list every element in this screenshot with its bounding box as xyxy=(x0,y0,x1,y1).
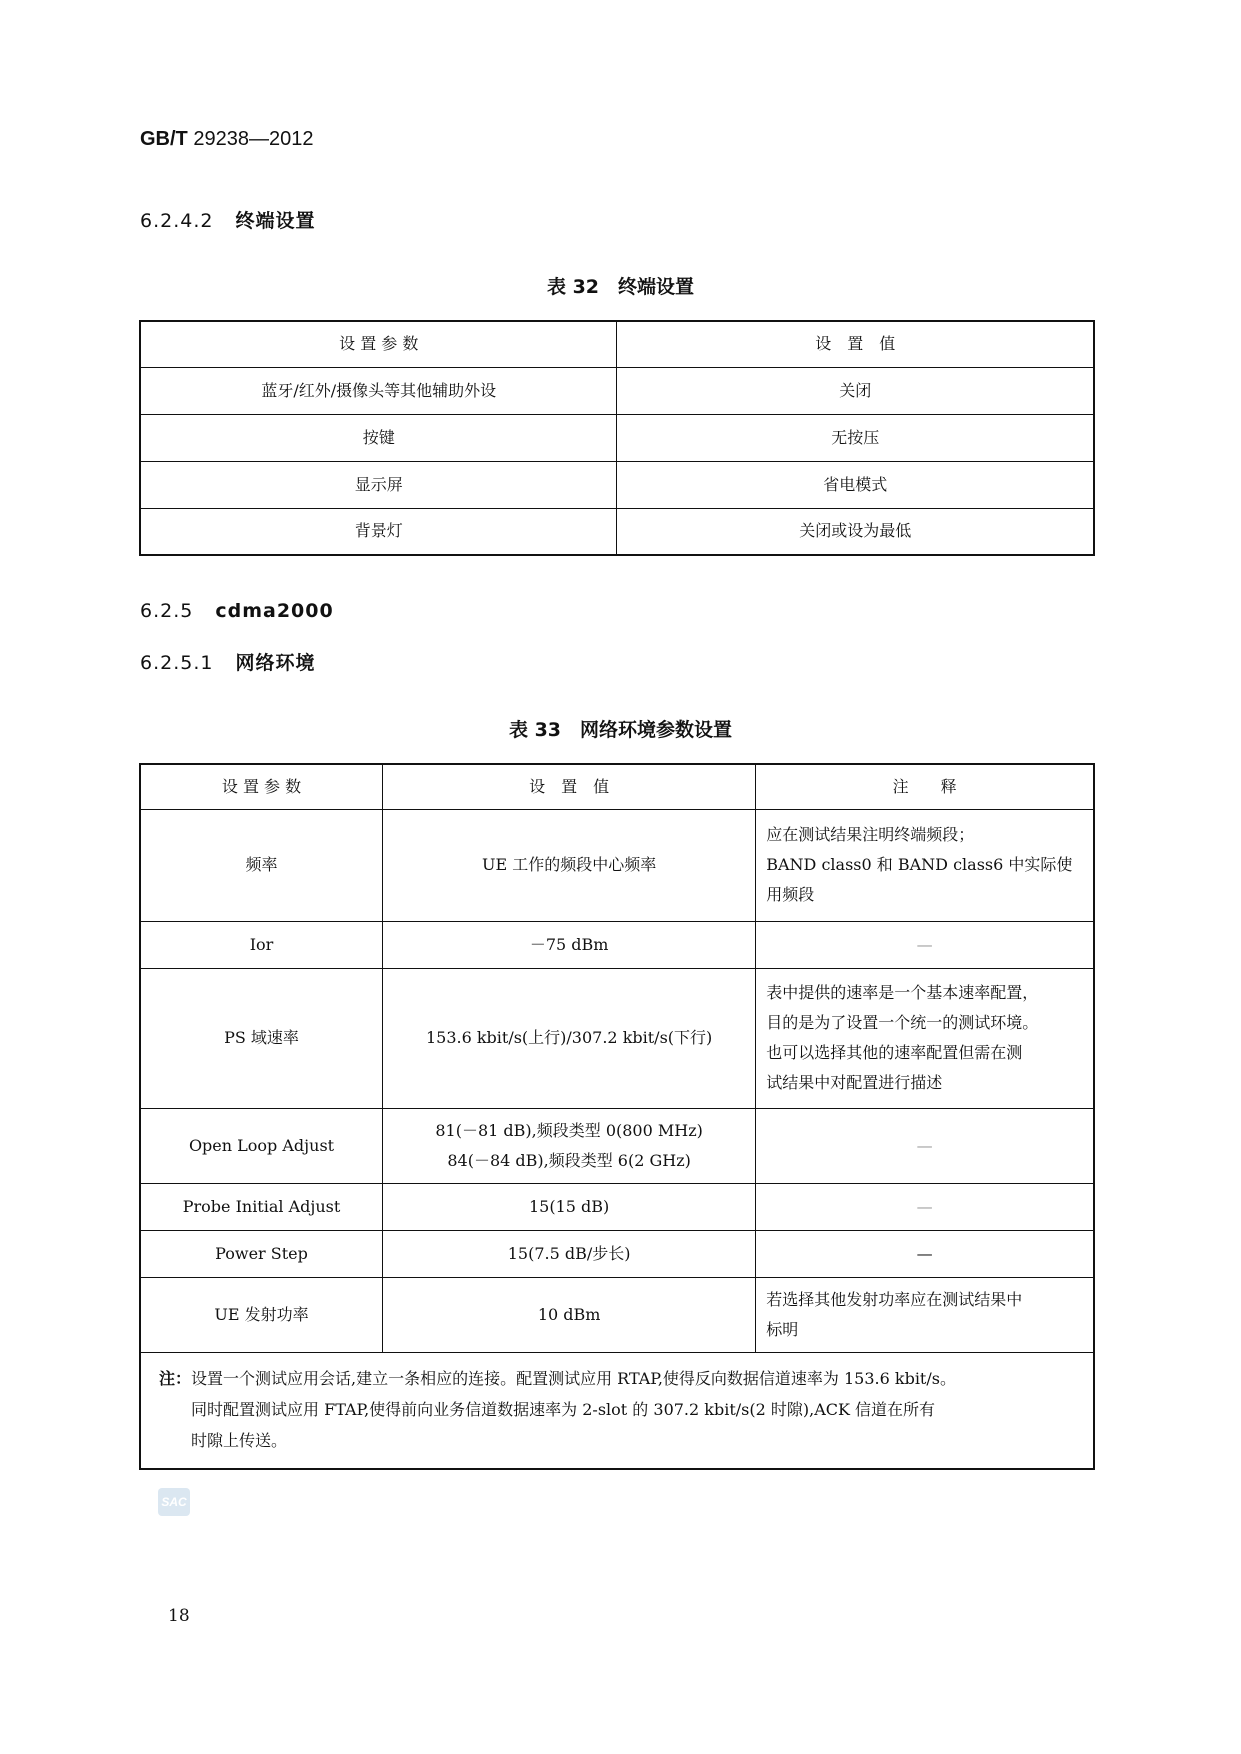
footnote-line: 时隙上传送。 xyxy=(191,1430,288,1450)
table-row xyxy=(140,809,1094,921)
note-line: 标明 xyxy=(766,1319,799,1339)
section-number: 6.2.5.1 xyxy=(140,652,214,674)
section-title: 网络环境 xyxy=(235,652,316,674)
note-cell xyxy=(756,968,1094,1108)
param-cell: PS 域速率 xyxy=(140,968,383,1108)
table-row xyxy=(140,968,1094,1108)
header-cell: 设 置 值 xyxy=(383,764,756,809)
table-row xyxy=(140,1277,1094,1352)
standard-number xyxy=(140,128,313,151)
header-cell: 注 释 xyxy=(756,764,1094,809)
value-line: 84(－84 dB),频段类型 6(2 GHz) xyxy=(447,1150,691,1170)
value-cell: 15(15 dB) xyxy=(383,1183,756,1230)
table-header-row xyxy=(140,321,1094,367)
header-cell: 设 置 参 数 xyxy=(140,764,383,809)
note-line: 试结果中对配置进行描述 xyxy=(766,1073,943,1092)
value-cell: 153.6 kbit/s(上行)/307.2 kbit/s(下行) xyxy=(383,968,756,1108)
note-line: BAND class0 和 BAND class6 中实际使 xyxy=(766,855,1073,874)
note-line: 应在测试结果注明终端频段； xyxy=(766,825,975,844)
value-cell: 10 dBm xyxy=(383,1277,756,1352)
param-cell: 按键 xyxy=(140,414,617,461)
section-heading-6-2-4-2 xyxy=(140,206,316,233)
standard-code: 29238—2012 xyxy=(193,128,314,150)
note-cell: — xyxy=(756,1230,1094,1277)
table-row xyxy=(140,508,1094,555)
table-footnote-row xyxy=(140,1352,1094,1469)
table-row xyxy=(140,1183,1094,1230)
note-line: 目的是为了设置一个统一的测试环境。 xyxy=(766,1013,1039,1032)
value-cell: 关闭 xyxy=(617,367,1094,414)
value-cell: 省电模式 xyxy=(617,461,1094,508)
table-footnote xyxy=(140,1352,1094,1469)
footnote-label: 注： xyxy=(159,1368,192,1388)
table-row xyxy=(140,414,1094,461)
table-row xyxy=(140,367,1094,414)
param-cell: 背景灯 xyxy=(140,508,617,555)
table-header-row xyxy=(140,764,1094,809)
note-cell: — xyxy=(756,1108,1094,1183)
page-number: 18 xyxy=(168,1606,190,1626)
value-cell: 关闭或设为最低 xyxy=(617,508,1094,555)
value-cell: UE 工作的频段中心频率 xyxy=(383,809,756,921)
header-cell: 设 置 参 数 xyxy=(140,321,617,367)
table-32 xyxy=(139,320,1095,556)
param-cell: Probe Initial Adjust xyxy=(140,1183,383,1230)
note-cell: — xyxy=(756,1183,1094,1230)
table-row xyxy=(140,921,1094,968)
note-cell: — xyxy=(756,921,1094,968)
note-line: 也可以选择其他的速率配置但需在测 xyxy=(766,1043,1023,1062)
table-32-caption: 表 32 终端设置 xyxy=(546,276,695,298)
param-cell: 显示屏 xyxy=(140,461,617,508)
footnote-line: 设置一个测试应用会话,建立一条相应的连接。配置测试应用 RTAP,使得反向数据信道速率为 153.6 kbit/s。 xyxy=(191,1368,956,1388)
note-line: 若选择其他发射功率应在测试结果中 xyxy=(766,1289,1023,1309)
param-cell: 蓝牙/红外/摄像头等其他辅助外设 xyxy=(140,367,617,414)
section-heading-6-2-5-1 xyxy=(140,648,316,675)
section-title: 终端设置 xyxy=(235,210,316,232)
section-number: 6.2.4.2 xyxy=(140,210,214,232)
footnote-line: 同时配置测试应用 FTAP,使得前向业务信道数据速率为 2-slot 的 307.2 kbit/s(2 时隙),ACK 信道在所有 xyxy=(191,1399,936,1419)
header-cell: 设 置 值 xyxy=(617,321,1094,367)
section-number: 6.2.5 xyxy=(140,600,194,622)
value-cell: 15(7.5 dB/步长) xyxy=(383,1230,756,1277)
table-row xyxy=(140,1108,1094,1183)
value-cell xyxy=(383,1108,756,1183)
table-row xyxy=(140,1230,1094,1277)
note-line: 用频段 xyxy=(766,885,815,904)
table-33 xyxy=(139,763,1095,1470)
value-cell: －75 dBm xyxy=(383,921,756,968)
section-heading-6-2-5 xyxy=(140,600,334,622)
standard-prefix: GB/T xyxy=(140,128,188,150)
note-cell xyxy=(756,1277,1094,1352)
param-cell: Ior xyxy=(140,921,383,968)
note-line: 表中提供的速率是一个基本速率配置， xyxy=(766,983,1039,1002)
param-cell: UE 发射功率 xyxy=(140,1277,383,1352)
param-cell: Open Loop Adjust xyxy=(140,1108,383,1183)
param-cell: Power Step xyxy=(140,1230,383,1277)
note-cell xyxy=(756,809,1094,921)
param-cell: 频率 xyxy=(140,809,383,921)
table-row xyxy=(140,461,1094,508)
table-33-caption: 表 33 网络环境参数设置 xyxy=(508,719,733,741)
sac-logo: SAC xyxy=(158,1488,190,1516)
value-line: 81(－81 dB),频段类型 0(800 MHz) xyxy=(435,1120,703,1140)
section-title: cdma2000 xyxy=(215,600,334,622)
value-cell: 无按压 xyxy=(617,414,1094,461)
